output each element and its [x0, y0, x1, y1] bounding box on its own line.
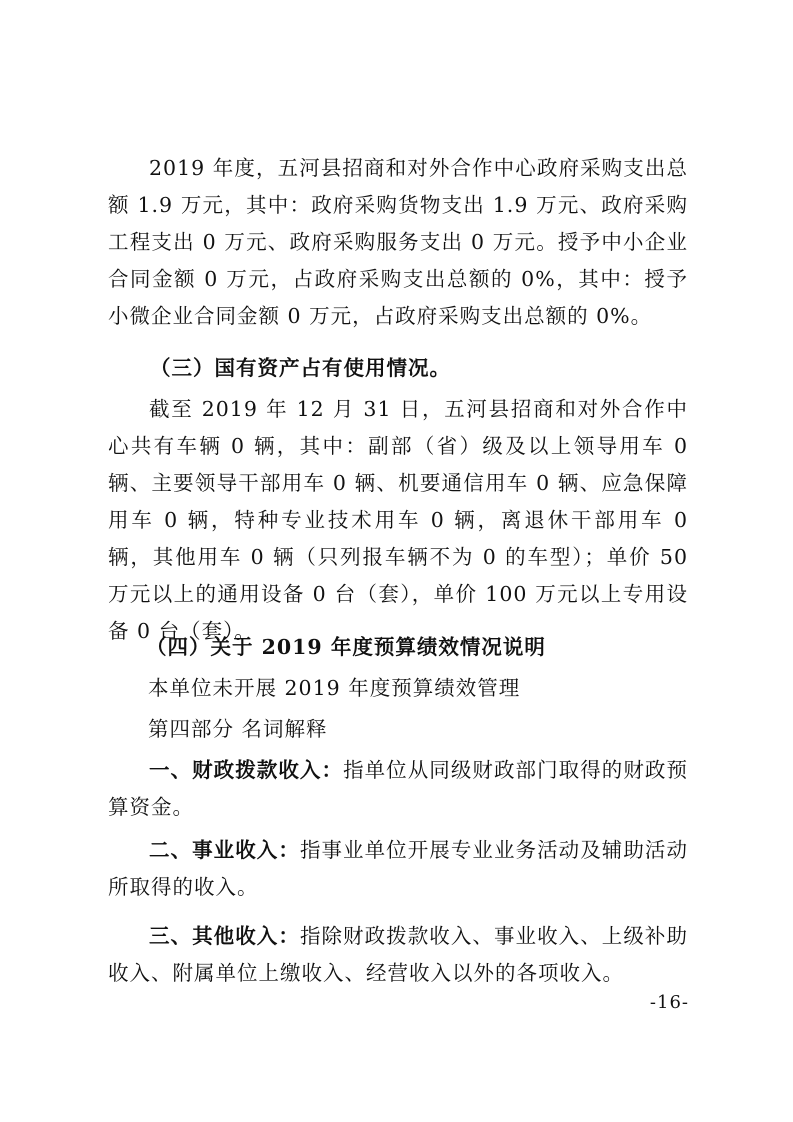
term-label-3: 三、其他收入：: [149, 924, 300, 948]
performance-statement: 本单位未开展 2019 年度预算绩效管理: [148, 676, 521, 700]
procurement-paragraph: 2019 年度，五河县招商和对外合作中心政府采购支出总额 1.9 万元，其中：政府采购货物支出 1.9 万元、政府采购工程支出 0 万元、政府采购服务支出 0 万元。授予中小企业合同金额 0 万元，占政府采购支出总额的 0%，其中：授予小微企业合同金额 0 万元，占政府采购支出总额的 0%。: [108, 156, 688, 328]
term-label-2: 二、事业收入：: [149, 838, 300, 862]
term-text-3: 指除财政拨款收入、事业收入、上级补助收入、附属单位上缴收入、经营收入以外的各项收入。: [108, 924, 688, 985]
section-3-heading: （三）国有资产占有使用情况。: [150, 356, 451, 380]
term-definition-1: [108, 752, 688, 826]
term-text-2: 指事业单位开展专业业务活动及辅助活动所取得的收入。: [108, 838, 688, 899]
term-label-1: 一、财政拨款收入：: [149, 758, 344, 782]
assets-paragraph: 截至 2019 年 12 月 31 日，五河县招商和对外合作中心共有车辆 0 辆，其中：副部（省）级及以上领导用车 0 辆、主要领导干部用车 0 辆、机要通信用车 0 辆、应急保障用车 0 辆，特种专业技术用车 0 辆，离退休干部用车 0 辆，其他用车 0 辆（只列报车辆不为 0 的车型）；单价 50 万元以上的通用设备 0 台（套），单价 100 万元以上专用设备 0 台（套）。: [108, 397, 688, 643]
part-4-heading: 第四部分 名词解释: [148, 717, 328, 741]
term-definition-3: [108, 918, 688, 992]
section-4-heading: （四）关于 2019 年度预算绩效情况说明: [146, 635, 546, 659]
page-number: -16-: [649, 992, 689, 1013]
term-definition-2: [108, 832, 688, 906]
term-text-1: 指单位从同级财政部门取得的财政预算资金。: [108, 758, 688, 819]
